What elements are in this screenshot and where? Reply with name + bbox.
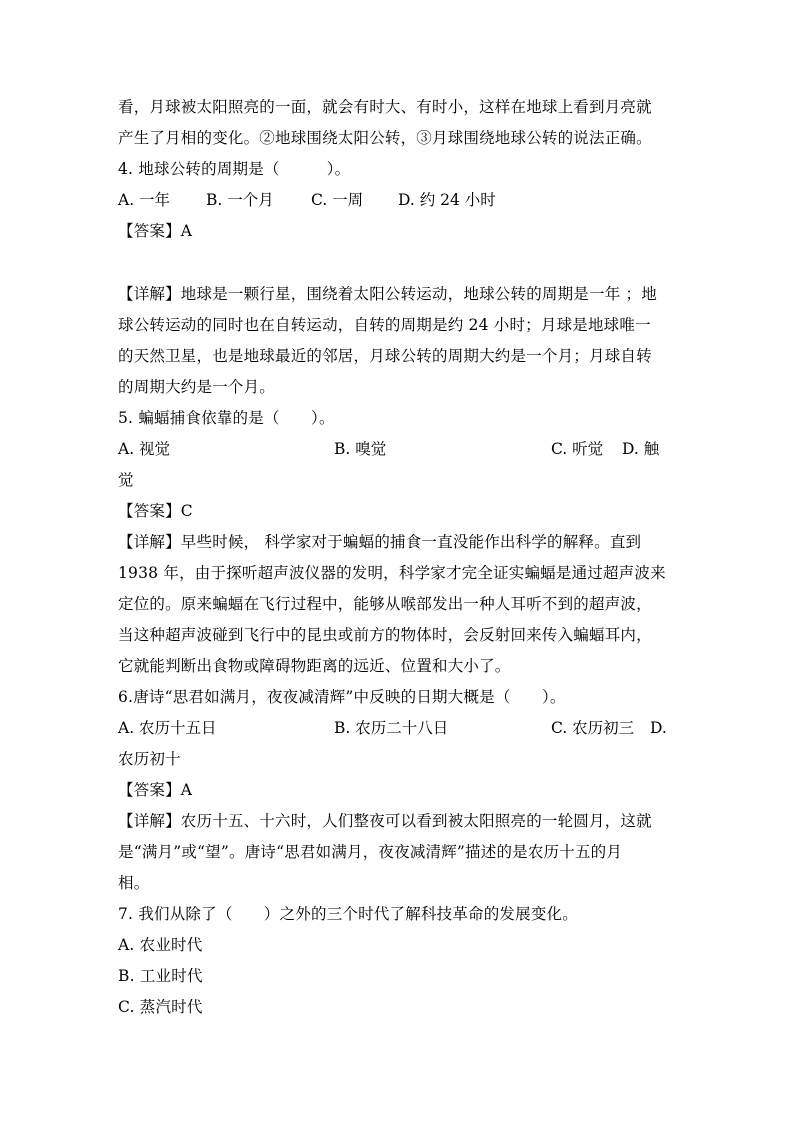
text-line: 产生了月相的变化。②地球围绕太阳公转，③月球围绕地球公转的说法正确。 <box>118 129 652 147</box>
text-line: 看，月球被太阳照亮的一面，就会有时大、有时小，这样在地球上看到月亮就 <box>118 98 652 116</box>
q7-option-b: B. 工业时代 <box>118 967 203 985</box>
q6-option-wrap: 农历初十 <box>118 750 181 768</box>
q5-option-b: B. 嗅觉 <box>334 440 387 458</box>
q4-option-b: B. 一个月 <box>206 191 274 209</box>
question-5: 5. 蝙蝠捕食依靠的是（ ）。 <box>118 409 335 427</box>
q4-option-c: C. 一周 <box>311 191 364 209</box>
q6-explain-line: 相。 <box>118 874 150 892</box>
q5-option-d: D. 触 <box>622 440 660 458</box>
q6-option-a: A. 农历十五日 <box>118 719 217 737</box>
q5-option-c: C. 听觉 <box>551 440 604 458</box>
q7-option-a: A. 农业时代 <box>118 936 203 954</box>
q6-option-c: C. 农历初三 <box>551 719 635 737</box>
q6-explain-line: 【详解】农历十五、十六时，人们整夜可以看到被太阳照亮的一轮圆月，这就 <box>118 812 652 830</box>
q4-explain-line: 【详解】地球是一颗行星，围绕着太阳公转运动，地球公转的周期是一年 ；地 <box>118 285 657 303</box>
q6-answer: 【答案】A <box>118 781 193 799</box>
q5-option-wrap: 觉 <box>118 471 134 489</box>
question-4: 4. 地球公转的周期是（ ）。 <box>118 160 351 178</box>
q4-answer: 【答案】A <box>118 222 193 240</box>
q5-explain-line: 1938 年，由于探听超声波仪器的发明，科学家才完全证实蝙蝠是通过超声波来 <box>118 564 666 582</box>
q5-explain-line: 它就能判断出食物或障碍物距离的远近、位置和大小了。 <box>118 657 511 675</box>
q6-explain-line: 是“满月”或“望”。唐诗“思君如满月，夜夜减清辉”描述的是农历十五的月 <box>118 843 623 861</box>
q4-option-d: D. 约 24 小时 <box>398 191 496 209</box>
q5-answer: 【答案】C <box>118 502 193 520</box>
q6-option-b: B. 农历二十八日 <box>334 719 449 737</box>
q5-explain-line: 定位的。原来蝙蝠在飞行过程中，能够从喉部发出一种人耳听不到的超声波， <box>118 595 652 613</box>
q6-option-d: D. <box>650 719 667 737</box>
q5-explain-line: 当这种超声波碰到飞行中的昆虫或前方的物体时，会反射回来传入蝙蝠耳内， <box>118 626 652 644</box>
question-7: 7. 我们从除了（ ）之外的三个时代了解科技革命的发展变化。 <box>118 905 578 923</box>
q5-option-a: A. 视觉 <box>118 440 171 458</box>
q4-option-a: A. 一年 <box>118 191 171 209</box>
q4-explain-line: 的周期大约是一个月。 <box>118 378 276 396</box>
q7-option-c: C. 蒸汽时代 <box>118 998 203 1016</box>
question-6: 6.唐诗“思君如满月，夜夜减清辉”中反映的日期大概是（ ）。 <box>118 688 566 706</box>
q5-explain-line: 【详解】早些时候， 科学家对于蝙蝠的捕食一直没能作出科学的解释。直到 <box>118 533 642 551</box>
q4-explain-line: 的天然卫星，也是地球最近的邻居，月球公转的周期大约是一个月；月球自转 <box>118 347 652 365</box>
q4-explain-line: 球公转运动的同时也在自转运动，自转的周期是约 24 小时；月球是地球唯一 <box>118 316 651 334</box>
